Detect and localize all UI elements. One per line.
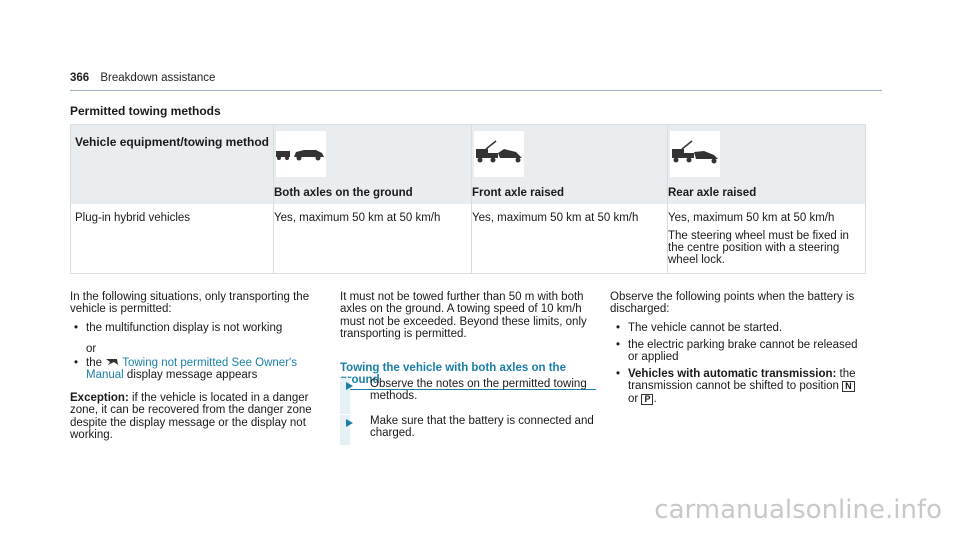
exception-label: Exception: xyxy=(70,392,129,404)
tow-truck-rear-raised-icon xyxy=(670,131,720,177)
text-line: charged. xyxy=(370,427,415,440)
note-line: The steering wheel must be fixed in xyxy=(668,230,849,242)
table-header-front-raised: Front axle raised xyxy=(472,187,565,199)
towing-methods-table xyxy=(70,124,866,274)
column-rear-raised xyxy=(667,125,866,273)
tow-truck-front-raised-icon xyxy=(474,131,524,177)
gear-n-key: N xyxy=(842,381,855,392)
table-header-both-axles: Both axles on the ground xyxy=(274,187,413,199)
col3-intro xyxy=(610,291,870,316)
bullet-label: Vehicles with automatic transmission: xyxy=(628,368,837,380)
manual-link[interactable]: Manual xyxy=(86,369,124,382)
watermark: carmanualsonline.info xyxy=(654,495,942,525)
bullet-text: the xyxy=(86,357,102,369)
col1-bullet-2 xyxy=(74,357,326,382)
value-front-raised: Yes, maximum 50 km at 50 km/h xyxy=(472,212,639,224)
note-line: wheel lock. xyxy=(668,254,725,266)
text-line: Observe the following points when the battery is xyxy=(610,291,855,303)
bullet-text: or xyxy=(628,392,639,405)
step-2-text xyxy=(370,415,594,440)
wrench-warning-icon xyxy=(105,357,119,367)
col1-or: or xyxy=(86,343,97,355)
column-front-raised xyxy=(471,125,668,273)
towing-not-permitted-link[interactable]: Towing not permitted See Owner's xyxy=(122,357,297,369)
gear-p-key: P xyxy=(641,394,653,405)
step-arrow-icon xyxy=(346,382,353,390)
bullet-text: display message appears xyxy=(126,369,258,382)
column-both-axles xyxy=(273,125,472,273)
bullet-dot-icon: • xyxy=(616,368,621,380)
text-line: In the following situations, only transporting the xyxy=(70,291,310,303)
col3-bullet-3 xyxy=(616,368,868,405)
note-line: the centre position with a steering xyxy=(668,242,840,254)
bullet-text: . xyxy=(653,392,657,405)
subheading-both-axles: Towing the vehicle with both axles on the ground xyxy=(340,362,596,390)
col1-bullet-1 xyxy=(74,322,326,334)
step-arrow-icon xyxy=(346,419,353,427)
bullet-text: the multifunction display is not working xyxy=(86,322,283,334)
header-divider xyxy=(70,90,882,91)
exception-text: working. xyxy=(70,429,113,442)
page-number: 366 xyxy=(70,72,90,84)
bullet-text: or applied xyxy=(628,351,679,364)
table-header-rear-raised: Rear axle raised xyxy=(668,187,757,199)
col2-paragraph xyxy=(340,291,600,341)
text-line: It must not be towed further than 50 m with both xyxy=(340,291,584,303)
page-header-title: Breakdown assistance xyxy=(100,72,216,84)
bullet-dot-icon: • xyxy=(616,339,621,351)
row-label-plugin-hybrid: Plug-in hybrid vehicles xyxy=(75,212,191,224)
step-1-text xyxy=(370,378,587,403)
col3-bullet-2 xyxy=(616,339,868,364)
table-header-equipment: Vehicle equipment/towing method xyxy=(75,135,270,149)
text-line: discharged: xyxy=(610,303,670,316)
exception-text: despite the display message or the display not xyxy=(70,416,306,429)
section-title: Permitted towing methods xyxy=(70,104,221,118)
bullet-dot-icon: • xyxy=(74,322,79,334)
col1-intro xyxy=(70,291,330,316)
bullet-text: transmission cannot be shifted to position xyxy=(628,380,839,393)
text-line: must not be exceeded. Beyond these limits, only xyxy=(340,315,587,328)
bullet-text: The vehicle cannot be started. xyxy=(628,322,783,334)
page-header xyxy=(70,72,215,84)
text-line: Make sure that the battery is connected and xyxy=(370,415,594,427)
col3-bullet-1 xyxy=(616,322,868,334)
bullet-text: the electric parking brake cannot be released xyxy=(628,339,858,351)
text-line: vehicle is permitted: xyxy=(70,303,172,316)
step-1 xyxy=(340,378,600,414)
step-2 xyxy=(340,415,600,445)
text-line: axles on the ground. A towing speed of 10 km/h xyxy=(340,303,582,316)
rear-raised-note xyxy=(668,230,858,266)
text-line: methods. xyxy=(370,390,418,403)
bullet-dot-icon: • xyxy=(74,357,79,369)
value-both-axles: Yes, maximum 50 km at 50 km/h xyxy=(274,212,441,224)
exception-text: zone, it can be recovered from the danger zone xyxy=(70,404,312,417)
bullet-dot-icon: • xyxy=(616,322,621,334)
exception-text: if the vehicle is located in a danger xyxy=(132,392,309,404)
text-line: Observe the notes on the permitted towing xyxy=(370,378,587,390)
col1-exception xyxy=(70,392,330,442)
bullet-text: the xyxy=(839,368,856,380)
car-both-axles-icon xyxy=(276,131,326,177)
value-rear-raised: Yes, maximum 50 km at 50 km/h xyxy=(668,212,835,224)
text-line: transporting is permitted. xyxy=(340,328,467,341)
